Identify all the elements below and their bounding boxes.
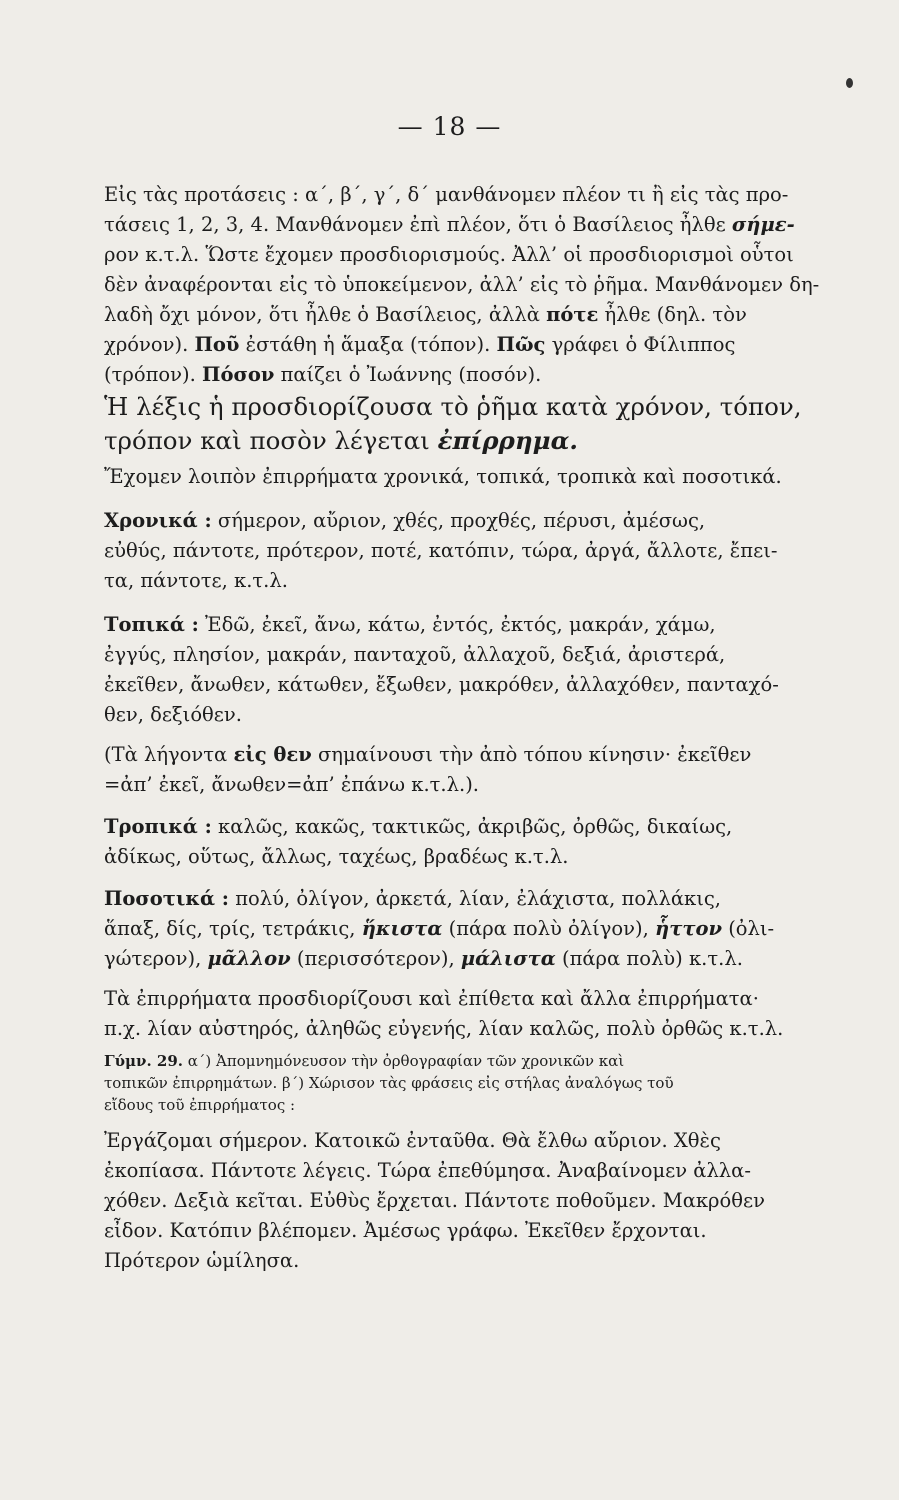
text-line: λαδὴ ὄχι μόνον, ὅτι ἦλθε ὁ Βασίλειος, ἀλλὰ πότε ἦλθε (δηλ. τὸν xyxy=(104,303,747,326)
text-line: ἀδίκως, οὕτως, ἄλλως, ταχέως, βραδέως κ.τ.λ. xyxy=(104,845,569,868)
text-line: ἐκεῖθεν, ἄνωθεν, κάτωθεν, ἔξωθεν, μακρόθεν, ἀλλαχόθεν, πανταχό- xyxy=(104,673,779,696)
text-line: (τρόπον). Πόσον παίζει ὁ Ἰωάννης (ποσόν). xyxy=(104,363,542,386)
text-line: θεν, δεξιόθεν. xyxy=(104,703,242,726)
section-chronika: Χρονικά : σήμερον, αὔριον, χθές, προχθές, πέρυσι, ἀμέσως, xyxy=(104,509,706,532)
exercise-text: εἶδον. Κατόπιν βλέπομεν. Ἀμέσως γράφω. Ἐκεῖθεν ἔρχονται. xyxy=(104,1219,707,1242)
section-topika: Τοπικά : Ἐδῶ, ἐκεῖ, ἄνω, κάτω, ἐντός, ἐκτός, μακράν, χάμω, xyxy=(104,613,716,636)
section-posotika: Ποσοτικά : πολύ, ὀλίγον, ἀρκετά, λίαν, ἐλάχιστα, πολλάκις, xyxy=(104,887,721,910)
text-line: ἅπαξ, δίς, τρίς, τετράκις, ἥκιστα (πάρα πολὺ ὀλίγον), ἧττον (ὀλι- xyxy=(104,917,775,940)
text-line: εὐθύς, πάντοτε, πρότερον, ποτέ, κατόπιν, τώρα, ἀργά, ἄλλοτε, ἔπει- xyxy=(104,539,778,562)
text-line: π.χ. λίαν αὐστηρός, ἀληθῶς εὐγενής, λίαν καλῶς, πολὺ ὀρθῶς κ.τ.λ. xyxy=(104,1017,784,1040)
definition-line: Ἡ λέξις ἡ προσδιορίζουσα τὸ ῥῆμα κατὰ χρόνον, τόπον, xyxy=(104,392,802,421)
exercise-line: εἴδους τοῦ ἐπιρρήματος : xyxy=(104,1096,296,1114)
exercise-line: Γύμν. 29. α΄) Ἀπομνημόνευσον τὴν ὀρθογραφίαν τῶν χρονικῶν καὶ xyxy=(104,1052,625,1070)
exercise-text: Πρότερον ὡμίλησα. xyxy=(104,1249,300,1272)
text-line: ρον κ.τ.λ. Ὥστε ἔχομεν προσδιορισμούς. Ἀλλ’ οἱ προσδιορισμοὶ οὗτοι xyxy=(104,243,794,266)
section-tropika: Τροπικά : καλῶς, κακῶς, τακτικῶς, ἀκριβῶς, ὀρθῶς, δικαίως, xyxy=(104,815,733,838)
exercise-text: χόθεν. Δεξιὰ κεῖται. Εὐθὺς ἔρχεται. Πάντοτε ποθοῦμεν. Μακρόθεν xyxy=(104,1189,765,1212)
text-line: ἐγγύς, πλησίον, μακράν, πανταχοῦ, ἀλλαχοῦ, δεξιά, ἀριστερά, xyxy=(104,643,726,666)
text-line: δὲν ἀναφέρονται εἰς τὸ ὑποκείμενον, ἀλλ’ εἰς τὸ ῥῆμα. Μανθάνομεν δη- xyxy=(104,273,820,296)
text-line: γώτερον), μᾶλλον (περισσότερον), μάλιστα (πάρα πολὺ) κ.τ.λ. xyxy=(104,947,743,970)
text-line: τα, πάντοτε, κ.τ.λ. xyxy=(104,569,288,592)
text-line: χρόνον). Ποῦ ἐστάθη ἡ ἅμαξα (τόπον). Πῶς γράφει ὁ Φίλιππος xyxy=(104,333,736,356)
text-line: Τὰ ἐπιρρήματα προσδιορίζουσι καὶ ἐπίθετα καὶ ἄλλα ἐπιρρήματα· xyxy=(104,987,759,1010)
text-line: Εἰς τὰς προτάσεις : α΄, β΄, γ΄, δ΄ μανθάνομεν πλέον τι ἢ εἰς τὰς προ- xyxy=(104,183,789,206)
text-line: =ἀπ’ ἐκεῖ, ἄνωθεν=ἀπ’ ἐπάνω κ.τ.λ.). xyxy=(104,773,479,796)
text-line: τάσεις 1, 2, 3, 4. Μανθάνομεν ἐπὶ πλέον, ὅτι ὁ Βασίλειος ἦλθε σήμε- xyxy=(104,213,795,236)
definition-line: τρόπον καὶ ποσὸν λέγεται ἐπίρρημα. xyxy=(104,426,578,455)
exercise-text: ἐκοπίασα. Πάντοτε λέγεις. Τώρα ἐπεθύμησα. Ἀναβαίνομεν ἀλλα- xyxy=(104,1159,751,1182)
text-line: Ἔχομεν λοιπὸν ἐπιρρήματα χρονικά, τοπικά, τροπικὰ καὶ ποσοτικά. xyxy=(104,465,782,488)
exercise-text: Ἐργάζομαι σήμερον. Κατοικῶ ἐνταῦθα. Θὰ ἔλθω αὔριον. Χθὲς xyxy=(104,1129,721,1152)
exercise-line: τοπικῶν ἐπιρρημάτων. β΄) Χώρισον τὰς φράσεις εἰς στήλας ἀναλόγως τοῦ xyxy=(104,1074,674,1092)
ink-speck xyxy=(846,78,853,88)
text-line: (Τὰ λήγοντα εἰς θεν σημαίνουσι τὴν ἀπὸ τόπου κίνησιν· ἐκεῖθεν xyxy=(104,743,752,766)
page-number: — 18 — xyxy=(397,112,502,141)
